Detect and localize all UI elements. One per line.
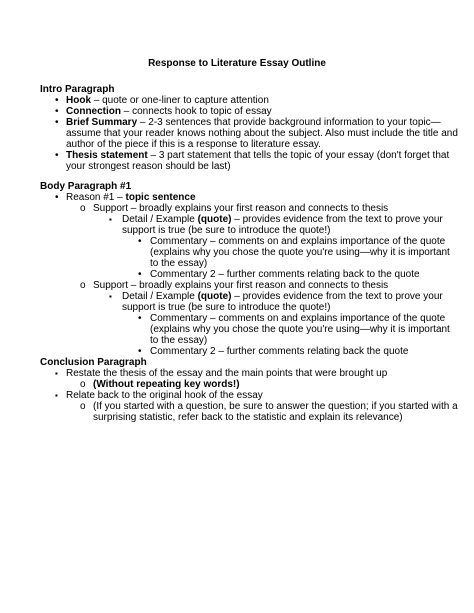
connection-text: – connects hook to topic of essay — [121, 106, 272, 117]
detail-1-line-2: support is true (be sure to introduce the quote!) — [122, 225, 331, 236]
disc-bullet: • — [55, 150, 59, 161]
commentary-1-line-2: (explains why you chose the quote you're using—why it is important — [150, 247, 450, 258]
intro-hook — [66, 95, 269, 107]
detail-1-pre: Detail / Example — [122, 214, 198, 225]
detail-1-post: – provides evidence from the text to prove your — [231, 214, 443, 225]
disc-bullet: • — [55, 95, 59, 106]
summary-term: Brief Summary — [66, 117, 138, 128]
commentary-2: Commentary – comments on and explains importance of the quote — [150, 313, 446, 324]
square-bullet: ▪ — [55, 369, 58, 378]
hook-text: – quote or one-liner to capture attention — [91, 95, 269, 106]
circle-bullet: o — [80, 280, 86, 291]
summary-line-3: author of the piece if this is a response to literature essay. — [66, 139, 321, 150]
reason-label: Reason #1 – — [66, 192, 126, 203]
disc-bullet: • — [138, 346, 142, 357]
relate-sub-2: surprising statistic, refer back to the statistic and explain its relevance) — [93, 412, 403, 423]
disc-bullet: • — [55, 106, 59, 117]
thesis-line-2: your strongest reason should be last) — [66, 161, 231, 172]
detail-2 — [122, 291, 443, 303]
support-2: Support – broadly explains your first reason and connects to thesis — [93, 280, 389, 291]
thesis-text: – 3 part statement that tells the topic of your essay (don't forget that — [147, 150, 450, 161]
commentary-1-line-3: to the essay) — [150, 258, 208, 269]
disc-bullet: • — [138, 269, 142, 280]
summary-text: – 2-3 sentences that provide background information to your topic— — [137, 117, 441, 128]
commentary2-2: Commentary 2 – further comments relating back the quote — [150, 346, 409, 357]
disc-bullet: • — [138, 236, 142, 247]
square-bullet: ▪ — [109, 215, 112, 224]
commentary2-1: Commentary 2 – further comments relating back to the quote — [150, 269, 420, 280]
detail-2-quote: (quote) — [197, 291, 232, 302]
detail-1-quote: (quote) — [197, 214, 232, 225]
document-title: Response to Literature Essay Outline — [148, 58, 326, 69]
intro-thesis — [66, 150, 449, 162]
detail-1 — [122, 214, 443, 226]
commentary-2-line-2: (explains why you chose the quote you're using—why it is important — [150, 324, 450, 335]
square-bullet: ▪ — [55, 391, 58, 400]
conclusion-relate: Relate back to the original hook of the essay — [66, 390, 263, 401]
intro-connection — [66, 106, 272, 118]
circle-bullet: o — [80, 379, 86, 390]
circle-bullet: o — [80, 203, 86, 214]
detail-2-pre: Detail / Example — [122, 291, 198, 302]
summary-line-2: assume that your reader knows nothing about the subject. Also must include the title and — [66, 128, 458, 139]
detail-2-post: – provides evidence from the text to prove your — [231, 291, 443, 302]
conclusion-heading: Conclusion Paragraph — [40, 357, 147, 368]
thesis-term: Thesis statement — [66, 150, 148, 161]
disc-bullet: • — [138, 313, 142, 324]
support-1: Support – broadly explains your first reason and connects to thesis — [93, 203, 389, 214]
square-bullet: ▪ — [109, 292, 112, 301]
reason-1 — [66, 192, 196, 204]
relate-sub-1: (If you started with a question, be sure to answer the question; if you started with a — [93, 401, 458, 412]
hook-term: Hook — [66, 95, 91, 106]
conclusion-restate: Restate the thesis of the essay and the main points that were brought up — [66, 368, 388, 379]
reason-topic: topic sentence — [125, 192, 196, 203]
circle-bullet: o — [80, 401, 86, 412]
disc-bullet: • — [55, 192, 59, 203]
intro-summary — [66, 117, 441, 129]
commentary-2-line-3: to the essay) — [150, 335, 208, 346]
no-repeat-note: (Without repeating key words!) — [93, 379, 240, 390]
detail-2-line-2: support is true (be sure to introduce the quote!) — [122, 302, 331, 313]
disc-bullet: • — [55, 117, 59, 128]
connection-term: Connection — [66, 106, 121, 117]
body-heading: Body Paragraph #1 — [40, 181, 132, 192]
commentary-1: Commentary – comments on and explains importance of the quote — [150, 236, 446, 247]
intro-heading: Intro Paragraph — [40, 84, 115, 95]
